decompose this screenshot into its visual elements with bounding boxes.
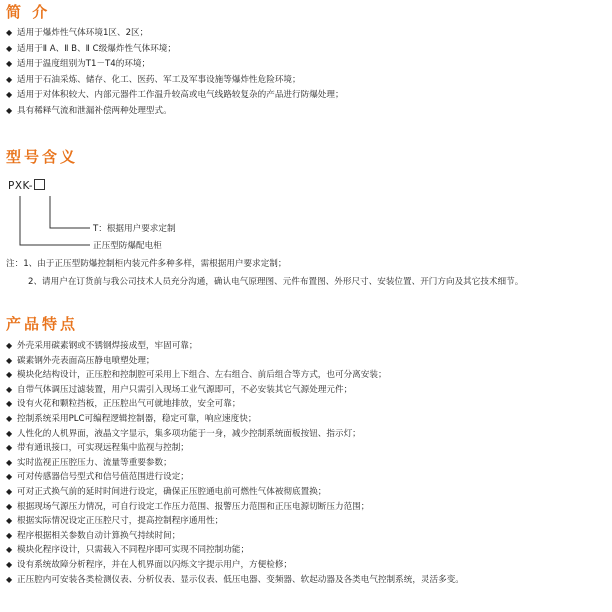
diamond-bullet-icon: ◆ — [6, 384, 13, 394]
list-item: ◆ 外壳采用碳素钢或不锈钢焊接成型，牢固可靠； — [6, 339, 608, 354]
model-desc-t: T：根据用户要求定制 — [93, 224, 176, 234]
model-title: 型号含义 — [6, 148, 79, 166]
features-title: 产品特点 — [6, 315, 79, 333]
list-item: ◆ 模块化结构设计，正压腔和控制腔可采用上下组合、左右组合、前后组合等方式，也可分离安装； — [6, 368, 608, 383]
diamond-bullet-icon: ◆ — [6, 28, 13, 37]
diamond-bullet-icon: ◆ — [6, 413, 13, 423]
list-item: ◆ 可对传感器信号型式和信号值范围进行设定； — [6, 470, 608, 485]
model-code: PXK- — [8, 179, 45, 192]
diamond-bullet-icon: ◆ — [6, 457, 13, 467]
model-desc-main: 正压型防爆配电柜 — [93, 241, 162, 251]
list-item: ◆ 适用于爆炸性气体环境1区、2区； — [6, 25, 608, 41]
diamond-bullet-icon: ◆ — [6, 43, 13, 53]
diamond-bullet-icon: ◆ — [6, 472, 13, 482]
diamond-bullet-icon: ◆ — [6, 530, 13, 540]
list-item: ◆ 可对正式换气前的延时时间进行设定，确保正压腔通电前可燃性气体被彻底置换； — [6, 485, 608, 500]
list-item: ◆ 根据实际情况设定正压腔尺寸，提高控制程序通用性； — [6, 514, 608, 529]
list-item: ◆ 模块化程序设计，只需载入不同程序即可实现不同控制功能； — [6, 543, 608, 558]
diamond-bullet-icon: ◆ — [6, 545, 13, 555]
list-item: ◆ 适用于对体积较大、内部元器件工作温升较高或电气线路较复杂的产品进行防爆处理； — [6, 87, 608, 103]
diamond-bullet-icon: ◆ — [6, 428, 13, 438]
diamond-bullet-icon: ◆ — [6, 370, 13, 380]
features-list — [6, 339, 608, 587]
diamond-bullet-icon: ◆ — [6, 341, 13, 350]
diamond-bullet-icon: ◆ — [6, 516, 13, 526]
list-item: ◆ 人性化的人机界面，液晶文字显示，集多项功能于一身，减少控制系统面板按钮、指示灯； — [6, 427, 608, 442]
list-item: ◆ 根据现场气源压力情况，可自行设定工作压力范围、报警压力范围和正压电源切断压力范围； — [6, 500, 608, 515]
diamond-bullet-icon: ◆ — [6, 74, 13, 84]
list-item: ◆ 带有通讯接口，可实现远程集中监视与控制； — [6, 441, 608, 456]
list-item: ◆ 设有火花和颗粒挡板，正压腔出气可就地排放，安全可靠； — [6, 397, 608, 412]
diamond-bullet-icon: ◆ — [6, 399, 13, 409]
diamond-bullet-icon: ◆ — [6, 443, 13, 453]
model-note-1: 注：1、由于正压型防爆控制柜内装元件多种多样，需根据用户要求定制； — [6, 259, 287, 269]
diamond-bullet-icon: ◆ — [6, 559, 13, 569]
list-item: ◆ 正压腔内可安装各类检测仪表、分析仪表、显示仪表、低压电器、变频器、软起动器及各类电气控制系统，灵活多变。 — [6, 573, 608, 588]
list-item: ◆ 具有稀释气流和泄漏补偿两种处理型式。 — [6, 103, 608, 119]
list-item: ◆ 程序根据相关参数自动计算换气持续时间； — [6, 529, 608, 544]
list-item: ◆ 实时监视正压腔压力、流量等重要参数； — [6, 456, 608, 471]
model-note-2: 2、请用户在订货前与我公司技术人员充分沟通，确认电气原理图、元件布置图、外形尺寸、安装位置、开门方向及其它技术细节。 — [28, 277, 524, 287]
diamond-bullet-icon: ◆ — [6, 59, 13, 69]
diamond-bullet-icon: ◆ — [6, 355, 13, 365]
list-item: ◆ 设有系统故障分析程序，并在人机界面以闪烁文字提示用户，方便检修； — [6, 558, 608, 573]
diamond-bullet-icon: ◆ — [6, 486, 13, 496]
list-item: ◆ 适用于温度组别为T1－T4的环境； — [6, 56, 608, 72]
list-item: ◆ 适用于Ⅱ A、Ⅱ B、Ⅱ C级爆炸性气体环境； — [6, 41, 608, 57]
list-item: ◆ 自带气体调压过滤装置，用户只需引入现场工业气源即可，不必安装其它气源处理元件； — [6, 383, 608, 398]
list-item: ◆ 碳素钢外壳表面高压静电喷塑处理； — [6, 354, 608, 369]
diamond-bullet-icon: ◆ — [6, 90, 13, 100]
list-item: ◆ 适用于石油采炼、储存、化工、医药、军工及军事设施等爆炸性危险环境； — [6, 72, 608, 88]
diamond-bullet-icon: ◆ — [6, 501, 13, 511]
diamond-bullet-icon: ◆ — [6, 105, 13, 115]
list-item: ◆ 控制系统采用PLC可编程逻辑控制器，稳定可靠，响应速度快； — [6, 412, 608, 427]
intro-title: 简 介 — [6, 3, 51, 21]
diamond-bullet-icon: ◆ — [6, 574, 13, 584]
